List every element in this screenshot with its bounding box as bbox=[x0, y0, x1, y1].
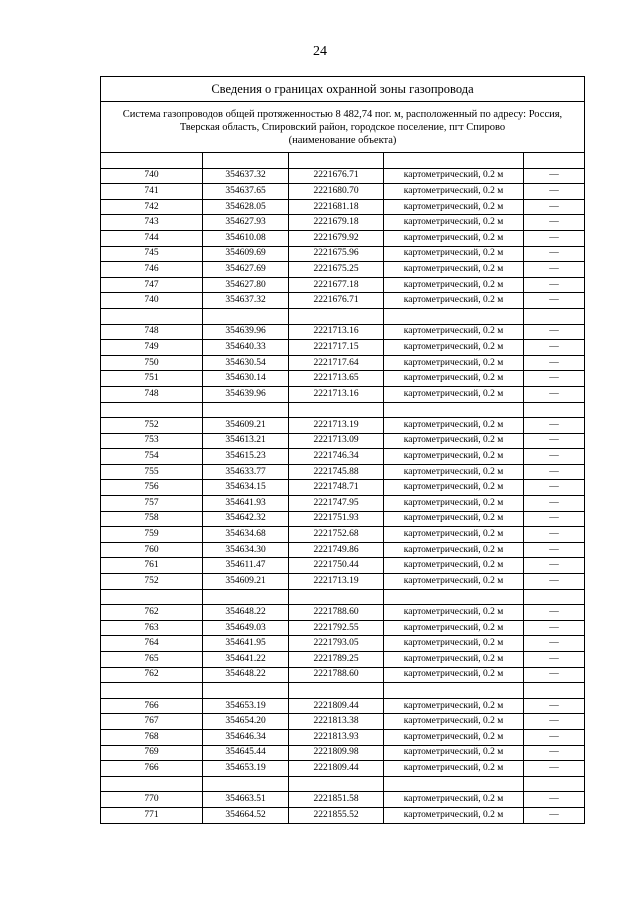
point-number-cell: 768 bbox=[101, 729, 203, 745]
method-cell: картометрический, 0.2 м bbox=[384, 729, 524, 745]
x-coordinate-cell: 354664.52 bbox=[203, 807, 289, 823]
x-coordinate-cell: 354653.19 bbox=[203, 698, 289, 714]
description-dash-cell: — bbox=[524, 215, 585, 231]
table-row bbox=[101, 246, 585, 262]
description-dash-cell: — bbox=[524, 371, 585, 387]
point-number-cell: 758 bbox=[101, 511, 203, 527]
description-dash-cell: — bbox=[524, 542, 585, 558]
point-number-cell: 757 bbox=[101, 496, 203, 512]
y-coordinate-cell: 2221677.18 bbox=[289, 277, 384, 293]
description-dash-cell: — bbox=[524, 199, 585, 215]
empty-cell bbox=[524, 402, 585, 418]
empty-cell bbox=[384, 589, 524, 605]
description-dash-cell: — bbox=[524, 807, 585, 823]
point-number-cell: 742 bbox=[101, 199, 203, 215]
description-dash-cell: — bbox=[524, 433, 585, 449]
object-description bbox=[101, 102, 585, 153]
method-cell: картометрический, 0.2 м bbox=[384, 464, 524, 480]
table-row bbox=[101, 652, 585, 668]
method-cell: картометрический, 0.2 м bbox=[384, 574, 524, 590]
point-number-cell: 770 bbox=[101, 792, 203, 808]
point-number-cell: 766 bbox=[101, 698, 203, 714]
method-cell: картометрический, 0.2 м bbox=[384, 480, 524, 496]
table-row bbox=[101, 230, 585, 246]
description-caption: (наименование объекта) bbox=[288, 134, 397, 146]
description-line-1: Система газопроводов общей протяженностью 8 482,74 пог. м, расположенный по адресу: Россия, bbox=[122, 108, 563, 120]
description-dash-cell: — bbox=[524, 729, 585, 745]
y-coordinate-cell: 2221717.64 bbox=[289, 355, 384, 371]
empty-cell bbox=[524, 153, 585, 169]
method-cell: картометрический, 0.2 м bbox=[384, 761, 524, 777]
description-dash-cell: — bbox=[524, 496, 585, 512]
point-number-cell: 750 bbox=[101, 355, 203, 371]
empty-cell bbox=[524, 589, 585, 605]
y-coordinate-cell: 2221793.05 bbox=[289, 636, 384, 652]
y-coordinate-cell: 2221679.18 bbox=[289, 215, 384, 231]
point-number-cell: 765 bbox=[101, 652, 203, 668]
method-cell: картометрический, 0.2 м bbox=[384, 433, 524, 449]
x-coordinate-cell: 354627.80 bbox=[203, 277, 289, 293]
y-coordinate-cell: 2221713.16 bbox=[289, 386, 384, 402]
x-coordinate-cell: 354646.34 bbox=[203, 729, 289, 745]
table-row bbox=[101, 792, 585, 808]
x-coordinate-cell: 354637.32 bbox=[203, 168, 289, 184]
point-number-cell: 756 bbox=[101, 480, 203, 496]
table-row bbox=[101, 293, 585, 309]
x-coordinate-cell: 354615.23 bbox=[203, 449, 289, 465]
y-coordinate-cell: 2221789.25 bbox=[289, 652, 384, 668]
separator-row bbox=[101, 589, 585, 605]
method-cell: картометрический, 0.2 м bbox=[384, 386, 524, 402]
table-row bbox=[101, 496, 585, 512]
y-coordinate-cell: 2221813.38 bbox=[289, 714, 384, 730]
x-coordinate-cell: 354630.54 bbox=[203, 355, 289, 371]
method-cell: картометрический, 0.2 м bbox=[384, 527, 524, 543]
description-dash-cell: — bbox=[524, 449, 585, 465]
point-number-cell: 759 bbox=[101, 527, 203, 543]
y-coordinate-cell: 2221745.88 bbox=[289, 464, 384, 480]
table-row bbox=[101, 371, 585, 387]
x-coordinate-cell: 354634.15 bbox=[203, 480, 289, 496]
x-coordinate-cell: 354640.33 bbox=[203, 340, 289, 356]
empty-cell bbox=[203, 589, 289, 605]
empty-cell bbox=[384, 402, 524, 418]
boundary-table bbox=[100, 76, 585, 824]
description-dash-cell: — bbox=[524, 558, 585, 574]
table-row bbox=[101, 433, 585, 449]
empty-cell bbox=[289, 153, 384, 169]
method-cell: картометрический, 0.2 м bbox=[384, 714, 524, 730]
table-row bbox=[101, 480, 585, 496]
description-dash-cell: — bbox=[524, 698, 585, 714]
table-row bbox=[101, 729, 585, 745]
table-row bbox=[101, 542, 585, 558]
method-cell: картометрический, 0.2 м bbox=[384, 605, 524, 621]
y-coordinate-cell: 2221713.16 bbox=[289, 324, 384, 340]
empty-cell bbox=[289, 402, 384, 418]
x-coordinate-cell: 354611.47 bbox=[203, 558, 289, 574]
description-dash-cell: — bbox=[524, 464, 585, 480]
x-coordinate-cell: 354645.44 bbox=[203, 745, 289, 761]
x-coordinate-cell: 354648.22 bbox=[203, 667, 289, 683]
x-coordinate-cell: 354628.05 bbox=[203, 199, 289, 215]
empty-cell bbox=[289, 776, 384, 792]
point-number-cell: 746 bbox=[101, 262, 203, 278]
point-number-cell: 755 bbox=[101, 464, 203, 480]
empty-cell bbox=[203, 402, 289, 418]
method-cell: картометрический, 0.2 м bbox=[384, 277, 524, 293]
point-number-cell: 769 bbox=[101, 745, 203, 761]
table-row bbox=[101, 511, 585, 527]
separator-row bbox=[101, 308, 585, 324]
y-coordinate-cell: 2221681.18 bbox=[289, 199, 384, 215]
empty-cell bbox=[289, 589, 384, 605]
x-coordinate-cell: 354634.68 bbox=[203, 527, 289, 543]
empty-cell bbox=[384, 308, 524, 324]
y-coordinate-cell: 2221713.09 bbox=[289, 433, 384, 449]
description-dash-cell: — bbox=[524, 714, 585, 730]
table-row bbox=[101, 340, 585, 356]
empty-cell bbox=[524, 683, 585, 699]
point-number-cell: 762 bbox=[101, 605, 203, 621]
x-coordinate-cell: 354653.19 bbox=[203, 761, 289, 777]
x-coordinate-cell: 354649.03 bbox=[203, 620, 289, 636]
point-number-cell: 771 bbox=[101, 807, 203, 823]
point-number-cell: 740 bbox=[101, 293, 203, 309]
table-row bbox=[101, 277, 585, 293]
y-coordinate-cell: 2221750.44 bbox=[289, 558, 384, 574]
method-cell: картометрический, 0.2 м bbox=[384, 496, 524, 512]
method-cell: картометрический, 0.2 м bbox=[384, 636, 524, 652]
y-coordinate-cell: 2221792.55 bbox=[289, 620, 384, 636]
description-dash-cell: — bbox=[524, 745, 585, 761]
separator-row bbox=[101, 776, 585, 792]
point-number-cell: 741 bbox=[101, 184, 203, 200]
empty-cell bbox=[203, 153, 289, 169]
empty-cell bbox=[101, 153, 203, 169]
x-coordinate-cell: 354633.77 bbox=[203, 464, 289, 480]
point-number-cell: 752 bbox=[101, 574, 203, 590]
y-coordinate-cell: 2221809.44 bbox=[289, 761, 384, 777]
x-coordinate-cell: 354663.51 bbox=[203, 792, 289, 808]
y-coordinate-cell: 2221713.19 bbox=[289, 418, 384, 434]
table-row bbox=[101, 324, 585, 340]
point-number-cell: 748 bbox=[101, 324, 203, 340]
table-row bbox=[101, 355, 585, 371]
table-row bbox=[101, 807, 585, 823]
x-coordinate-cell: 354610.08 bbox=[203, 230, 289, 246]
point-number-cell: 764 bbox=[101, 636, 203, 652]
method-cell: картометрический, 0.2 м bbox=[384, 449, 524, 465]
method-cell: картометрический, 0.2 м bbox=[384, 215, 524, 231]
empty-cell bbox=[101, 402, 203, 418]
y-coordinate-cell: 2221855.52 bbox=[289, 807, 384, 823]
table-row bbox=[101, 168, 585, 184]
x-coordinate-cell: 354613.21 bbox=[203, 433, 289, 449]
y-coordinate-cell: 2221679.92 bbox=[289, 230, 384, 246]
x-coordinate-cell: 354641.95 bbox=[203, 636, 289, 652]
description-dash-cell: — bbox=[524, 480, 585, 496]
table-row bbox=[101, 386, 585, 402]
method-cell: картометрический, 0.2 м bbox=[384, 340, 524, 356]
x-coordinate-cell: 354630.14 bbox=[203, 371, 289, 387]
y-coordinate-cell: 2221676.71 bbox=[289, 293, 384, 309]
table-row bbox=[101, 527, 585, 543]
method-cell: картометрический, 0.2 м bbox=[384, 262, 524, 278]
description-dash-cell: — bbox=[524, 386, 585, 402]
description-dash-cell: — bbox=[524, 636, 585, 652]
description-dash-cell: — bbox=[524, 761, 585, 777]
x-coordinate-cell: 354609.21 bbox=[203, 418, 289, 434]
empty-cell bbox=[384, 153, 524, 169]
x-coordinate-cell: 354648.22 bbox=[203, 605, 289, 621]
point-number-cell: 748 bbox=[101, 386, 203, 402]
table-row bbox=[101, 620, 585, 636]
point-number-cell: 747 bbox=[101, 277, 203, 293]
method-cell: картометрический, 0.2 м bbox=[384, 542, 524, 558]
x-coordinate-cell: 354639.96 bbox=[203, 324, 289, 340]
description-dash-cell: — bbox=[524, 652, 585, 668]
empty-cell bbox=[384, 683, 524, 699]
point-number-cell: 740 bbox=[101, 168, 203, 184]
description-dash-cell: — bbox=[524, 246, 585, 262]
point-number-cell: 745 bbox=[101, 246, 203, 262]
method-cell: картометрический, 0.2 м bbox=[384, 511, 524, 527]
table-row bbox=[101, 636, 585, 652]
table-row bbox=[101, 262, 585, 278]
y-coordinate-cell: 2221851.58 bbox=[289, 792, 384, 808]
point-number-cell: 762 bbox=[101, 667, 203, 683]
y-coordinate-cell: 2221675.96 bbox=[289, 246, 384, 262]
y-coordinate-cell: 2221788.60 bbox=[289, 605, 384, 621]
point-number-cell: 763 bbox=[101, 620, 203, 636]
table-row bbox=[101, 558, 585, 574]
point-number-cell: 760 bbox=[101, 542, 203, 558]
x-coordinate-cell: 354627.93 bbox=[203, 215, 289, 231]
method-cell: картометрический, 0.2 м bbox=[384, 667, 524, 683]
table-row bbox=[101, 605, 585, 621]
separator-row bbox=[101, 402, 585, 418]
table-row bbox=[101, 184, 585, 200]
description-dash-cell: — bbox=[524, 262, 585, 278]
point-number-cell: 743 bbox=[101, 215, 203, 231]
method-cell: картометрический, 0.2 м bbox=[384, 168, 524, 184]
y-coordinate-cell: 2221717.15 bbox=[289, 340, 384, 356]
table-row bbox=[101, 698, 585, 714]
empty-cell bbox=[203, 308, 289, 324]
y-coordinate-cell: 2221747.95 bbox=[289, 496, 384, 512]
table-row bbox=[101, 761, 585, 777]
method-cell: картометрический, 0.2 м bbox=[384, 246, 524, 262]
method-cell: картометрический, 0.2 м bbox=[384, 558, 524, 574]
separator-row bbox=[101, 153, 585, 169]
empty-cell bbox=[524, 776, 585, 792]
x-coordinate-cell: 354654.20 bbox=[203, 714, 289, 730]
y-coordinate-cell: 2221748.71 bbox=[289, 480, 384, 496]
separator-row bbox=[101, 683, 585, 699]
empty-cell bbox=[384, 776, 524, 792]
y-coordinate-cell: 2221676.71 bbox=[289, 168, 384, 184]
description-dash-cell: — bbox=[524, 511, 585, 527]
description-dash-cell: — bbox=[524, 324, 585, 340]
table-row bbox=[101, 199, 585, 215]
empty-cell bbox=[101, 776, 203, 792]
method-cell: картометрический, 0.2 м bbox=[384, 230, 524, 246]
description-dash-cell: — bbox=[524, 620, 585, 636]
table-row bbox=[101, 714, 585, 730]
method-cell: картометрический, 0.2 м bbox=[384, 792, 524, 808]
x-coordinate-cell: 354641.22 bbox=[203, 652, 289, 668]
empty-cell bbox=[524, 308, 585, 324]
empty-cell bbox=[289, 308, 384, 324]
description-dash-cell: — bbox=[524, 605, 585, 621]
y-coordinate-cell: 2221751.93 bbox=[289, 511, 384, 527]
y-coordinate-cell: 2221675.25 bbox=[289, 262, 384, 278]
description-dash-cell: — bbox=[524, 667, 585, 683]
x-coordinate-cell: 354609.21 bbox=[203, 574, 289, 590]
point-number-cell: 744 bbox=[101, 230, 203, 246]
x-coordinate-cell: 354642.32 bbox=[203, 511, 289, 527]
x-coordinate-cell: 354637.32 bbox=[203, 293, 289, 309]
description-dash-cell: — bbox=[524, 340, 585, 356]
method-cell: картометрический, 0.2 м bbox=[384, 293, 524, 309]
x-coordinate-cell: 354627.69 bbox=[203, 262, 289, 278]
table-title: Сведения о границах охранной зоны газопровода bbox=[101, 77, 585, 102]
description-dash-cell: — bbox=[524, 355, 585, 371]
empty-cell bbox=[101, 683, 203, 699]
y-coordinate-cell: 2221749.86 bbox=[289, 542, 384, 558]
point-number-cell: 767 bbox=[101, 714, 203, 730]
description-line-2: Тверская область, Спировский район, городское поселение, пгт Спирово bbox=[179, 121, 506, 133]
page-number: 24 bbox=[313, 44, 327, 59]
y-coordinate-cell: 2221788.60 bbox=[289, 667, 384, 683]
x-coordinate-cell: 354634.30 bbox=[203, 542, 289, 558]
description-dash-cell: — bbox=[524, 574, 585, 590]
x-coordinate-cell: 354609.69 bbox=[203, 246, 289, 262]
point-number-cell: 752 bbox=[101, 418, 203, 434]
point-number-cell: 749 bbox=[101, 340, 203, 356]
table-row bbox=[101, 574, 585, 590]
table-row bbox=[101, 215, 585, 231]
point-number-cell: 766 bbox=[101, 761, 203, 777]
y-coordinate-cell: 2221813.93 bbox=[289, 729, 384, 745]
table-row bbox=[101, 418, 585, 434]
x-coordinate-cell: 354637.65 bbox=[203, 184, 289, 200]
empty-cell bbox=[101, 308, 203, 324]
method-cell: картометрический, 0.2 м bbox=[384, 184, 524, 200]
y-coordinate-cell: 2221680.70 bbox=[289, 184, 384, 200]
y-coordinate-cell: 2221809.44 bbox=[289, 698, 384, 714]
x-coordinate-cell: 354641.93 bbox=[203, 496, 289, 512]
table-row bbox=[101, 667, 585, 683]
description-dash-cell: — bbox=[524, 184, 585, 200]
description-dash-cell: — bbox=[524, 792, 585, 808]
description-dash-cell: — bbox=[524, 293, 585, 309]
y-coordinate-cell: 2221809.98 bbox=[289, 745, 384, 761]
point-number-cell: 751 bbox=[101, 371, 203, 387]
method-cell: картометрический, 0.2 м bbox=[384, 418, 524, 434]
table-row bbox=[101, 464, 585, 480]
table-row bbox=[101, 745, 585, 761]
y-coordinate-cell: 2221713.19 bbox=[289, 574, 384, 590]
description-dash-cell: — bbox=[524, 277, 585, 293]
description-dash-cell: — bbox=[524, 168, 585, 184]
method-cell: картометрический, 0.2 м bbox=[384, 199, 524, 215]
method-cell: картометрический, 0.2 м bbox=[384, 324, 524, 340]
method-cell: картометрический, 0.2 м bbox=[384, 745, 524, 761]
y-coordinate-cell: 2221752.68 bbox=[289, 527, 384, 543]
empty-cell bbox=[203, 683, 289, 699]
method-cell: картометрический, 0.2 м bbox=[384, 807, 524, 823]
method-cell: картометрический, 0.2 м bbox=[384, 355, 524, 371]
point-number-cell: 761 bbox=[101, 558, 203, 574]
description-dash-cell: — bbox=[524, 230, 585, 246]
x-coordinate-cell: 354639.96 bbox=[203, 386, 289, 402]
y-coordinate-cell: 2221746.34 bbox=[289, 449, 384, 465]
description-dash-cell: — bbox=[524, 527, 585, 543]
empty-cell bbox=[203, 776, 289, 792]
description-dash-cell: — bbox=[524, 418, 585, 434]
method-cell: картометрический, 0.2 м bbox=[384, 652, 524, 668]
table-row bbox=[101, 449, 585, 465]
y-coordinate-cell: 2221713.65 bbox=[289, 371, 384, 387]
empty-cell bbox=[101, 589, 203, 605]
empty-cell bbox=[289, 683, 384, 699]
method-cell: картометрический, 0.2 м bbox=[384, 371, 524, 387]
point-number-cell: 753 bbox=[101, 433, 203, 449]
point-number-cell: 754 bbox=[101, 449, 203, 465]
method-cell: картометрический, 0.2 м bbox=[384, 698, 524, 714]
method-cell: картометрический, 0.2 м bbox=[384, 620, 524, 636]
